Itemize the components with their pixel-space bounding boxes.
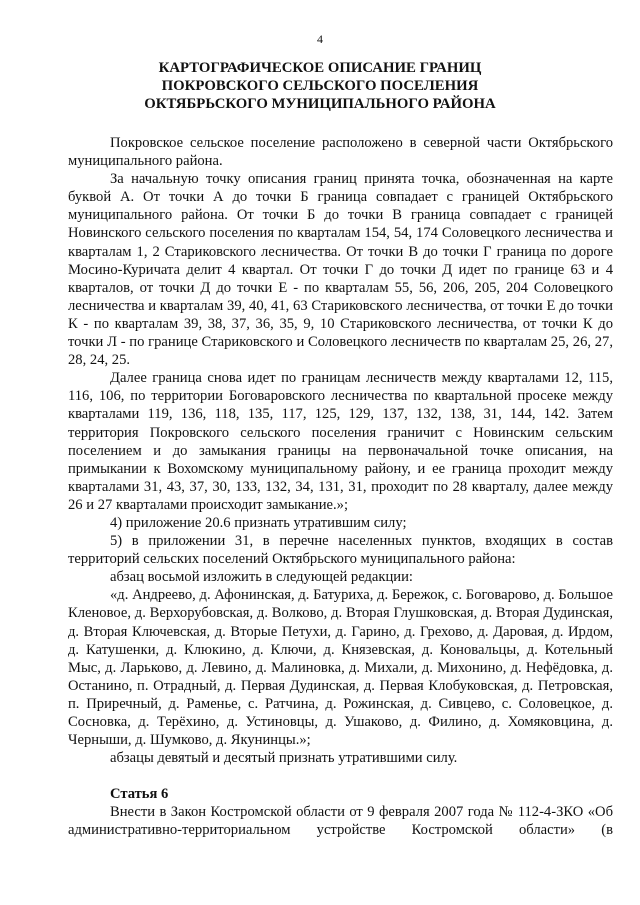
paragraph-boundary-continued: Далее граница снова идет по границам лесничеств между кварталами 12, 115, 116, 106, по территории Боговаровского лесничества по квартальной просеке между кварталами 119, 136, 118, 135, 117, 125, 129, 137, 132, 138, 31, 144, 142. Затем территория Покровского сельского поселения граничит с Новинским сельским поселением и до замыкания границы на первоначальной точке описания, на примыкании к Вохомскому муниципальному району, и ее граница проходит между кварталами 31, 43, 37, 30, 133, 132, 34, 131, 31, проходит по 28 кварталу, далее между 26 и 27 кварталами происходит замыкание.»;	[68, 370, 613, 513]
document-title	[40, 59, 600, 113]
paragraph-boundary-start: За начальную точку описания границ принята точка, обозначенная на карте буквой А. От точки А до точки Б граница совпадает с границей Октябрьского муниципального района. От точки Б до точки В граница совпадает с границей Новинского сельского поселения по кварталам 154, 54, 174 Соловецкого лесничества и кварталам 1, 2 Стариковского лесничества. От точки В до точки Г граница по дороге Мосино-Куричата делит 4 квартал. От точки Г до точки Д идет по границе 63 и 4 кварталов, от точки Д до точки Е - по кварталам 55, 56, 206, 205, 204 Соловецкого лесничества и кварталам 39, 40, 41, 63 Стариковского лесничества, от точки Е до точки К - по кварталам 39, 38, 37, 36, 35, 9, 10 Стариковского лесничества, от точки К до точки Л - по границе Стариковского и Соловецкого лесничеств по кварталам 25, 26, 27, 28, 24, 25.	[68, 171, 613, 369]
paragraph-eighth-intro: абзац восьмой изложить в следующей редакции:	[110, 569, 413, 586]
document-body	[68, 134, 613, 840]
paragraph-article-6: Внести в Закон Костромской области от 9 февраля 2007 года № 112-4-ЗКО «Об административно-территориальном устройстве Костромской области» (в	[68, 804, 613, 839]
paragraph-location: Покровское сельское поселение расположено в северной части Октябрьского муниципального района.	[68, 135, 613, 170]
paragraph-settlements-list: «д. Андреево, д. Афонинская, д. Батуриха, д. Бережок, с. Боговарово, д. Большое Кленовое, д. Верхорубовская, д. Волково, д. Вторая Глушковская, д. Вторая Дудинская, д. Вторая Ключевская, д. Вторые Петухи, д. Гарино, д. Грехово, д. Даровая, д. Ирдом, д. Катушенки, д. Клюкино, д. Ключи, д. Князевская, д. Коновальцы, д. Котельный Мыс, д. Ларьково, д. Левино, д. Малиновка, д. Михали, д. Михонино, д. Нефёдовка, д. Останино, п. Отрадный, д. Первая Дудинская, д. Первая Клобуковская, д. Петровская, п. Приречный, д. Раменье, с. Ратчина, д. Рожинская, д. Сивцево, с. Соловецкое, д. Сосновка, д. Терёхино, д. Устиновцы, д. Ушаково, д. Филино, д. Хомяковцина, д. Черныши, д. Шумково, д. Якунинцы.»;	[68, 587, 613, 749]
paragraph-ninth-tenth: абзацы девятый и десятый признать утратившими силу.	[110, 750, 458, 767]
title-line-1: КАРТОГРАФИЧЕСКОЕ ОПИСАНИЕ ГРАНИЦ	[158, 60, 482, 76]
paragraph-item-4: 4) приложение 20.6 признать утратившим силу;	[110, 514, 407, 531]
paragraph-item-5: 5) в приложении 31, в перечне населенных пунктов, входящих в состав территорий сельских поселений Октябрьского муниципального района:	[68, 533, 613, 568]
article-6-heading: Статья 6	[110, 786, 169, 803]
page-number: 4	[317, 32, 323, 46]
title-line-3: ОКТЯБРЬСКОГО МУНИЦИПАЛЬНОГО РАЙОНА	[144, 96, 496, 112]
title-line-2: ПОКРОВСКОГО СЕЛЬСКОГО ПОСЕЛЕНИЯ	[161, 78, 479, 94]
